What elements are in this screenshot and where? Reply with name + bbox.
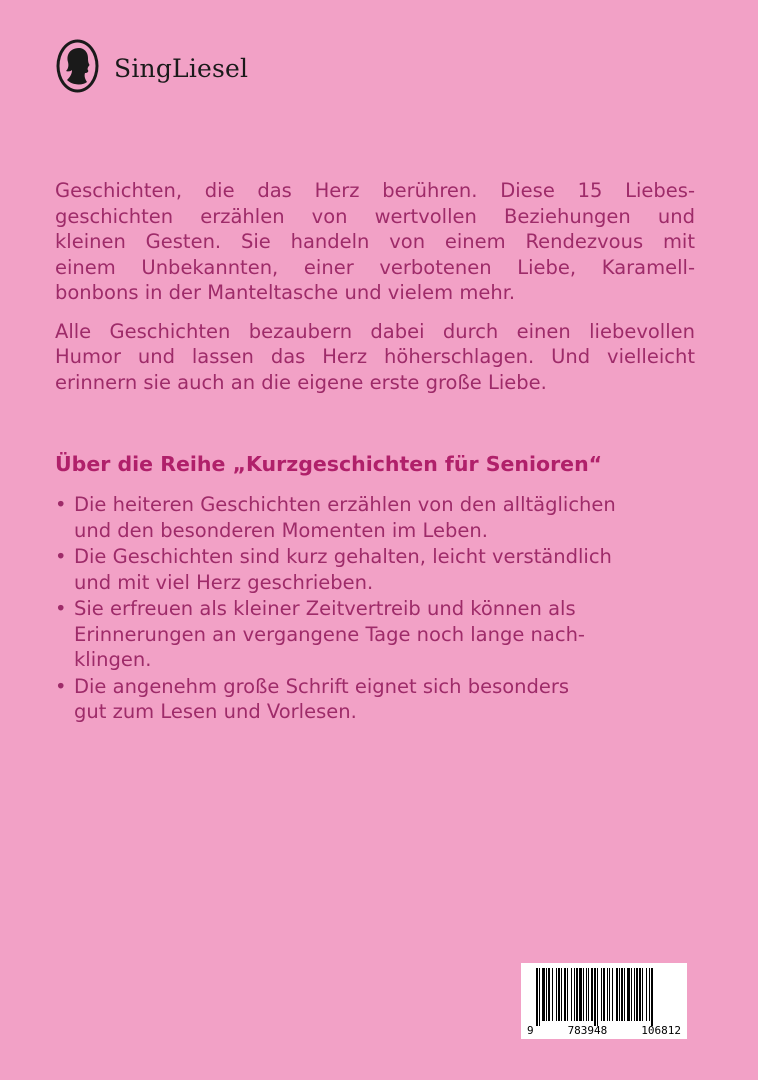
barcode-bar (597, 968, 598, 1026)
barcode-bar (579, 968, 582, 1021)
brand-name: SingLiesel (114, 53, 249, 83)
barcode-bar (552, 968, 553, 1021)
isbn-prefix: 9 (527, 1024, 534, 1037)
list-item (55, 596, 695, 673)
barcode-bar (539, 968, 540, 1026)
text-line: einem Unbekannten, einer verbotenen Liebe, Karamell- (55, 255, 695, 279)
text-line: Die angenehm große Schrift eignet sich besonders (74, 674, 570, 698)
barcode-bar (556, 968, 557, 1021)
barcode-bar (571, 968, 572, 1021)
barcode-bar (567, 968, 568, 1021)
barcode-bar (646, 968, 647, 1021)
text-line: Sie erfreuen als kleiner Zeitvertreib und können als (74, 597, 576, 620)
text-line: und mit viel Herz geschrieben. (74, 570, 374, 594)
text-line: geschichten erzählen von wertvollen Beziehungen und (55, 204, 695, 228)
text-line: kleinen Gesten. Sie handeln von einem Rendezvous mit (55, 230, 695, 253)
barcode-bar (576, 968, 578, 1021)
text-line: klingen. (74, 648, 152, 671)
barcode-bar (546, 968, 547, 1021)
text-line: bonbons in der Manteltasche und vielem mehr. (55, 281, 516, 304)
text-line: erinnern sie auch an die eigene erste große Liebe. (55, 370, 547, 394)
barcode-bar (642, 968, 643, 1021)
barcode-bar (591, 968, 593, 1021)
text-line: gut zum Lesen und Vorlesen. (74, 700, 357, 723)
text-line: Die heiteren Geschichten erzählen von den alltäglichen (74, 493, 616, 516)
text-line: Alle Geschichten bezaubern dabei durch einen liebevollen (55, 319, 695, 343)
barcode-bar (588, 968, 589, 1021)
bullet-icon: • (55, 674, 67, 698)
silhouette-icon (55, 38, 100, 94)
barcode-bar (627, 968, 630, 1021)
barcode-bar (636, 968, 638, 1021)
barcode-bar (561, 968, 562, 1021)
barcode-bar (607, 968, 608, 1021)
barcode-bar (624, 968, 625, 1021)
barcode-bar (574, 968, 575, 1021)
bullet-icon: • (55, 493, 67, 516)
barcode-bar (564, 968, 566, 1021)
barcode-bar (621, 968, 623, 1021)
barcode-bar (594, 968, 596, 1026)
isbn-number (521, 1024, 687, 1037)
barcode-bar (558, 968, 560, 1021)
brand-logo (55, 38, 248, 94)
barcode (521, 963, 687, 1039)
barcode-bar (649, 968, 650, 1021)
series-heading: Über die Reihe „Kurzgeschichten für Senioren“ (55, 452, 603, 476)
blurb-paragraph-2 (55, 319, 695, 396)
feature-list (55, 492, 695, 726)
barcode-bar (634, 968, 635, 1021)
text-line: Die Geschichten sind kurz gehalten, leicht verständlich (74, 545, 612, 568)
barcode-bar (583, 968, 584, 1021)
text-line: Erinnerungen an vergangene Tage noch lange nach- (74, 622, 585, 646)
barcode-bar (609, 968, 610, 1021)
isbn-group-2: 106812 (641, 1024, 681, 1037)
barcode-bar (619, 968, 620, 1021)
text-line: Geschichten, die das Herz berühren. Diese 15 Liebes- (55, 179, 695, 202)
barcode-bar (536, 968, 538, 1026)
text-line: Humor und lassen das Herz höherschlagen. Und vielleicht (55, 345, 695, 368)
list-item (55, 674, 695, 725)
text-line: und den besonderen Momenten im Leben. (74, 518, 488, 542)
barcode-bar (542, 968, 545, 1021)
barcode-bar (612, 968, 613, 1021)
barcode-bar (603, 968, 605, 1021)
list-item (55, 544, 695, 595)
barcode-bar (586, 968, 587, 1021)
barcode-bar (639, 968, 641, 1021)
list-item (55, 492, 695, 543)
barcode-bar (548, 968, 550, 1021)
barcode-bar (601, 968, 602, 1021)
isbn-group-1: 783948 (567, 1024, 608, 1037)
blurb-paragraph-1 (55, 178, 695, 306)
barcode-bar (631, 968, 632, 1021)
barcode-bar (616, 968, 618, 1021)
barcode-bar (651, 968, 653, 1026)
bullet-icon: • (55, 545, 67, 568)
bullet-icon: • (55, 597, 67, 620)
blurb-text (55, 178, 695, 395)
